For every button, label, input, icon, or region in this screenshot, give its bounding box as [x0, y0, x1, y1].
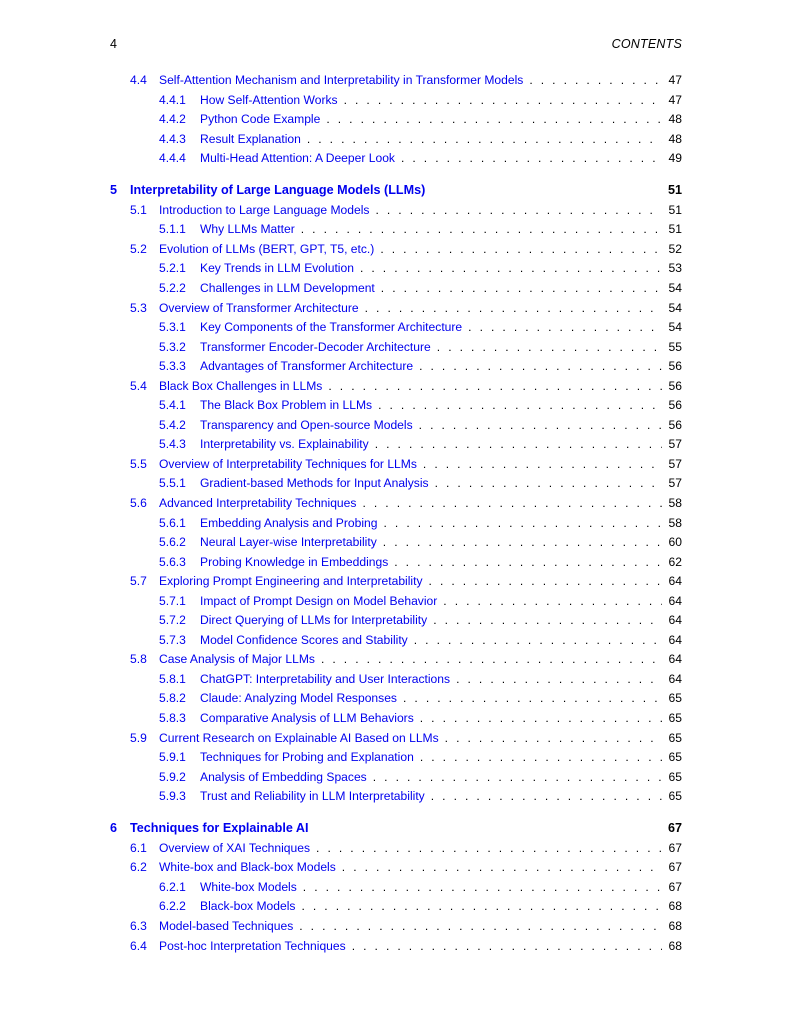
- toc-entry-title-link[interactable]: Comparative Analysis of LLM Behaviors . . .: [200, 709, 662, 729]
- toc-entry-title-link[interactable]: Black-box Models . . .: [200, 897, 662, 917]
- toc-entry-page-number: 65: [668, 711, 682, 725]
- toc-entry-page-number: 47: [668, 92, 682, 107]
- toc-entry-page-number: 53: [668, 261, 682, 276]
- toc-entry-subsection[interactable]: [110, 91, 682, 111]
- toc-entry-subsection[interactable]: [110, 474, 682, 494]
- toc-entry-subsection[interactable]: [110, 220, 682, 240]
- toc-entry-title-link[interactable]: Overview of Interpretability Techniques for LLMs . . .: [159, 455, 662, 475]
- toc-entry-title-link[interactable]: Trust and Reliability in LLM Interpretability . . .: [200, 787, 662, 807]
- toc-entry-number[interactable]: 5.2: [130, 241, 147, 256]
- toc-entry-page-number: 65: [668, 750, 682, 765]
- toc-entry-title-link[interactable]: Overview of XAI Techniques . . .: [159, 839, 662, 859]
- toc-entry-subsection[interactable]: [110, 318, 682, 338]
- toc-entry-title-link[interactable]: Model-based Techniques . . .: [159, 917, 662, 937]
- toc-entry-page-number: 56: [668, 398, 682, 413]
- toc-entry-subsection[interactable]: [110, 768, 682, 788]
- toc-entry-number[interactable]: 6.3: [130, 918, 147, 933]
- toc-entry-title-link[interactable]: The Black Box Problem in LLMs . . .: [200, 396, 662, 416]
- toc-entry-subsection[interactable]: [110, 435, 682, 455]
- toc-entry-section[interactable]: [110, 377, 682, 397]
- toc-entry-page-number: 51: [668, 222, 682, 237]
- toc-entry-section[interactable]: [110, 858, 682, 878]
- toc-entry-number[interactable]: 5.4.3: [159, 437, 186, 452]
- chapter-spacer: [110, 169, 682, 182]
- toc-entry-title-link[interactable]: Embedding Analysis and Probing . . .: [200, 514, 662, 534]
- toc-entry-page-number: 65: [668, 730, 682, 745]
- toc-entry-number[interactable]: 5.2.2: [159, 280, 186, 295]
- toc-entry-section[interactable]: [110, 71, 682, 91]
- toc-entry-page-number: 55: [668, 339, 682, 354]
- toc-entry-number[interactable]: 6: [110, 821, 118, 836]
- toc-entry-page-number: 68: [668, 899, 682, 914]
- toc-entry-title-link[interactable]: Python Code Example . . .: [200, 110, 662, 130]
- toc-entry-number[interactable]: 6.4: [130, 938, 147, 953]
- toc-entry-subsection[interactable]: [110, 897, 682, 917]
- toc-entry-page-number: 60: [668, 535, 682, 550]
- toc-entry-title-link[interactable]: Analysis of Embedding Spaces . . .: [200, 768, 662, 788]
- toc-entry-subsection[interactable]: [110, 259, 682, 279]
- toc-entry-title-link[interactable]: Direct Querying of LLMs for Interpretability . . .: [200, 611, 662, 631]
- toc-entry-page-number: 65: [668, 769, 682, 784]
- toc-entry-page-number: 51: [668, 202, 682, 217]
- toc-entry-number[interactable]: 5.2.1: [159, 261, 186, 276]
- toc-entry-title-link[interactable]: Case Analysis of Major LLMs . . .: [159, 650, 662, 670]
- toc-entry-title-link[interactable]: Techniques for Probing and Explanation . . .: [200, 748, 662, 768]
- toc-entry-title-link[interactable]: Probing Knowledge in Embeddings . . .: [200, 553, 662, 573]
- toc-entry-page-number: 54: [668, 300, 682, 315]
- toc-entry-title-link[interactable]: Multi-Head Attention: A Deeper Look . . .: [200, 149, 662, 169]
- toc-entry-title-link[interactable]: Current Research on Explainable AI Based on LLMs . . .: [159, 729, 662, 749]
- toc-entry-number[interactable]: 5.1.1: [159, 222, 186, 237]
- toc-entry-page-number: 64: [668, 652, 682, 667]
- toc-entry-chapter[interactable]: [110, 181, 682, 201]
- toc-entry-number[interactable]: 5.6.2: [159, 535, 186, 550]
- toc-entry-page-number: 48: [668, 112, 682, 127]
- toc-entry-number[interactable]: 5.8.1: [159, 671, 186, 686]
- toc-entry-title-link[interactable]: Self-Attention Mechanism and Interpretability in Transformer Models . . .: [159, 71, 662, 91]
- toc-entry-section[interactable]: [110, 729, 682, 749]
- toc-entry-section[interactable]: [110, 917, 682, 937]
- toc-entry-number[interactable]: 5.8: [130, 652, 147, 667]
- toc-entry-page-number: 54: [668, 280, 682, 295]
- toc-entry-title-link[interactable]: Claude: Analyzing Model Responses . . .: [200, 689, 662, 709]
- toc-entry-section[interactable]: [110, 839, 682, 859]
- toc-entry-subsection[interactable]: [110, 338, 682, 358]
- toc-entry-number[interactable]: 4.4.2: [159, 112, 186, 127]
- toc-entry-page-number: 57: [668, 476, 682, 491]
- toc-entry-number[interactable]: 5.4: [130, 378, 147, 393]
- toc-entry-number[interactable]: 5.4.2: [159, 417, 186, 432]
- running-title: CONTENTS: [611, 37, 682, 51]
- toc-entry-section[interactable]: [110, 572, 682, 592]
- table-of-contents: [110, 71, 682, 956]
- toc-entry-number[interactable]: 5.9.1: [159, 750, 186, 765]
- toc-entry-subsection[interactable]: [110, 878, 682, 898]
- toc-entry-title-link[interactable]: Gradient-based Methods for Input Analysis . . .: [200, 474, 662, 494]
- toc-entry-page-number: 64: [668, 574, 682, 589]
- toc-entry-number[interactable]: 5.8.2: [159, 691, 186, 706]
- toc-entry-page-number: 64: [668, 671, 682, 686]
- toc-entry-subsection[interactable]: [110, 396, 682, 416]
- toc-entry-section[interactable]: [110, 650, 682, 670]
- toc-entry-page-number: 57: [668, 456, 682, 471]
- toc-entry-number[interactable]: 5.9.2: [159, 769, 186, 784]
- toc-entry-subsection[interactable]: [110, 670, 682, 690]
- toc-entry-title-link[interactable]: Evolution of LLMs (BERT, GPT, T5, etc.) . . .: [159, 240, 662, 260]
- toc-entry-title-link[interactable]: Impact of Prompt Design on Model Behavior . . .: [200, 592, 662, 612]
- toc-entry-page-number: 67: [668, 860, 682, 875]
- toc-entry-page-number: 54: [668, 320, 682, 335]
- toc-entry-subsection[interactable]: [110, 533, 682, 553]
- toc-entry-number[interactable]: 5.5: [130, 456, 147, 471]
- toc-entry-title-link[interactable]: Why LLMs Matter . . .: [200, 220, 662, 240]
- toc-entry-subsection[interactable]: [110, 748, 682, 768]
- toc-entry-subsection[interactable]: [110, 709, 682, 729]
- toc-entry-number[interactable]: 5.9.3: [159, 789, 186, 804]
- toc-entry-subsection[interactable]: [110, 110, 682, 130]
- toc-entry-subsection[interactable]: [110, 279, 682, 299]
- toc-entry-page-number: 64: [668, 593, 682, 608]
- toc-entry-number[interactable]: 5.6.3: [159, 554, 186, 569]
- toc-entry-title-link[interactable]: Interpretability of Large Language Models (LLMs): [130, 183, 426, 198]
- toc-entry-number[interactable]: 5: [110, 183, 118, 198]
- toc-entry-number[interactable]: 6.2: [130, 860, 147, 875]
- toc-entry-subsection[interactable]: [110, 357, 682, 377]
- toc-entry-number[interactable]: 4.4: [130, 73, 147, 87]
- toc-entry-page-number: 49: [668, 151, 682, 166]
- toc-entry-subsection[interactable]: [110, 689, 682, 709]
- toc-entry-title-link[interactable]: Result Explanation . . .: [200, 130, 662, 150]
- toc-entry-number[interactable]: 4.4.3: [159, 131, 186, 146]
- toc-entry-page-number: 65: [668, 789, 682, 804]
- toc-entry-page-number: 56: [668, 378, 682, 393]
- toc-entry-page-number: 48: [668, 131, 682, 146]
- toc-entry-page-number: 58: [668, 515, 682, 530]
- toc-entry-page-number: 67: [667, 821, 682, 836]
- toc-entry-page-number: 68: [668, 918, 682, 933]
- toc-entry-title-link[interactable]: Techniques for Explainable AI: [130, 821, 309, 836]
- toc-entry-number[interactable]: 5.5.1: [159, 476, 186, 491]
- toc-entry-number[interactable]: 5.3.2: [159, 339, 186, 354]
- toc-entry-page-number: 67: [668, 840, 682, 855]
- toc-entry-number[interactable]: 6.1: [130, 840, 147, 855]
- toc-entry-number[interactable]: 5.9: [130, 730, 147, 745]
- toc-entry-number[interactable]: 5.7.3: [159, 632, 186, 647]
- toc-entry-page-number: 56: [668, 359, 682, 374]
- toc-entry-title-link[interactable]: ChatGPT: Interpretability and User Interactions . . .: [200, 670, 662, 690]
- toc-entry-number[interactable]: 6.2.1: [159, 879, 186, 894]
- toc-entry-title-link[interactable]: Advanced Interpretability Techniques . . .: [159, 494, 662, 514]
- toc-entry-page-number: 58: [668, 495, 682, 510]
- toc-entry-subsection[interactable]: [110, 592, 682, 612]
- toc-entry-title-link[interactable]: Overview of Transformer Architecture . . .: [159, 299, 662, 319]
- toc-entry-section[interactable]: [110, 240, 682, 260]
- toc-entry-number[interactable]: 5.3.3: [159, 359, 186, 374]
- toc-entry-section[interactable]: [110, 201, 682, 221]
- toc-entry-title-link[interactable]: How Self-Attention Works . . .: [200, 91, 662, 111]
- page-header: [110, 37, 682, 53]
- toc-entry-number[interactable]: 5.3: [130, 300, 147, 315]
- toc-entry-section[interactable]: [110, 455, 682, 475]
- toc-entry-page-number: 65: [668, 691, 682, 706]
- toc-entry-number[interactable]: 5.6: [130, 495, 147, 510]
- toc-entry-page-number: 51: [667, 183, 682, 198]
- toc-entry-title-link[interactable]: Advantages of Transformer Architecture . . .: [200, 357, 662, 377]
- toc-entry-number[interactable]: 5.4.1: [159, 398, 186, 413]
- toc-entry-number[interactable]: 5.3.1: [159, 320, 186, 335]
- toc-entry-subsection[interactable]: [110, 631, 682, 651]
- toc-entry-number[interactable]: 5.1: [130, 202, 147, 217]
- toc-entry-page-number: 68: [668, 938, 682, 953]
- toc-entry-page-number: 52: [668, 241, 682, 256]
- toc-entry-title-link[interactable]: Exploring Prompt Engineering and Interpretability . . .: [159, 572, 662, 592]
- toc-entry-subsection[interactable]: [110, 416, 682, 436]
- toc-entry-title-link[interactable]: Transformer Encoder-Decoder Architecture . . .: [200, 338, 662, 358]
- toc-entry-title-link[interactable]: Model Confidence Scores and Stability . . .: [200, 631, 662, 651]
- toc-entry-title-link[interactable]: Black Box Challenges in LLMs . . .: [159, 377, 662, 397]
- toc-entry-title-link[interactable]: Transparency and Open-source Models . . .: [200, 416, 662, 436]
- toc-entry-chapter[interactable]: [110, 819, 682, 839]
- toc-entry-page-number: 56: [668, 417, 682, 432]
- toc-entry-section[interactable]: [110, 937, 682, 957]
- toc-entry-title-link[interactable]: White-box Models . . .: [200, 878, 662, 898]
- toc-entry-number[interactable]: 5.6.1: [159, 515, 186, 530]
- toc-entry-section[interactable]: [110, 494, 682, 514]
- toc-entry-page-number: 47: [668, 73, 682, 87]
- toc-entry-title-link[interactable]: Neural Layer-wise Interpretability . . .: [200, 533, 662, 553]
- toc-entry-number[interactable]: 5.8.3: [159, 711, 186, 725]
- toc-entry-number[interactable]: 5.7.1: [159, 593, 186, 608]
- toc-entry-subsection[interactable]: [110, 611, 682, 631]
- toc-entry-number[interactable]: 5.7: [130, 574, 147, 589]
- toc-entry-page-number: 67: [668, 879, 682, 894]
- toc-entry-title-link[interactable]: Post-hoc Interpretation Techniques . . .: [159, 937, 662, 957]
- toc-entry-subsection[interactable]: [110, 787, 682, 807]
- toc-entry-title-link[interactable]: White-box and Black-box Models . . .: [159, 858, 662, 878]
- toc-entry-title-link[interactable]: Key Components of the Transformer Architecture . . .: [200, 318, 662, 338]
- toc-entry-page-number: 57: [668, 437, 682, 452]
- chapter-spacer: [110, 807, 682, 820]
- toc-entry-number[interactable]: 5.7.2: [159, 613, 186, 628]
- toc-entry-section[interactable]: [110, 299, 682, 319]
- toc-entry-page-number: 62: [668, 554, 682, 569]
- toc-entry-title-link[interactable]: Key Trends in LLM Evolution . . .: [200, 259, 662, 279]
- toc-entry-title-link[interactable]: Introduction to Large Language Models . . .: [159, 201, 662, 221]
- toc-entry-number[interactable]: 6.2.2: [159, 899, 186, 914]
- toc-entry-subsection[interactable]: [110, 514, 682, 534]
- toc-entry-page-number: 64: [668, 632, 682, 647]
- toc-entry-subsection[interactable]: [110, 130, 682, 150]
- toc-entry-title-link[interactable]: Interpretability vs. Explainability . . .: [200, 435, 662, 455]
- toc-entry-subsection[interactable]: [110, 149, 682, 169]
- toc-entry-title-link[interactable]: Challenges in LLM Development . . .: [200, 279, 662, 299]
- toc-entry-page-number: 64: [668, 613, 682, 628]
- toc-entry-number[interactable]: 4.4.4: [159, 151, 186, 166]
- toc-entry-number[interactable]: 4.4.1: [159, 92, 186, 107]
- toc-entry-subsection[interactable]: [110, 553, 682, 573]
- page-number: 4: [110, 37, 117, 51]
